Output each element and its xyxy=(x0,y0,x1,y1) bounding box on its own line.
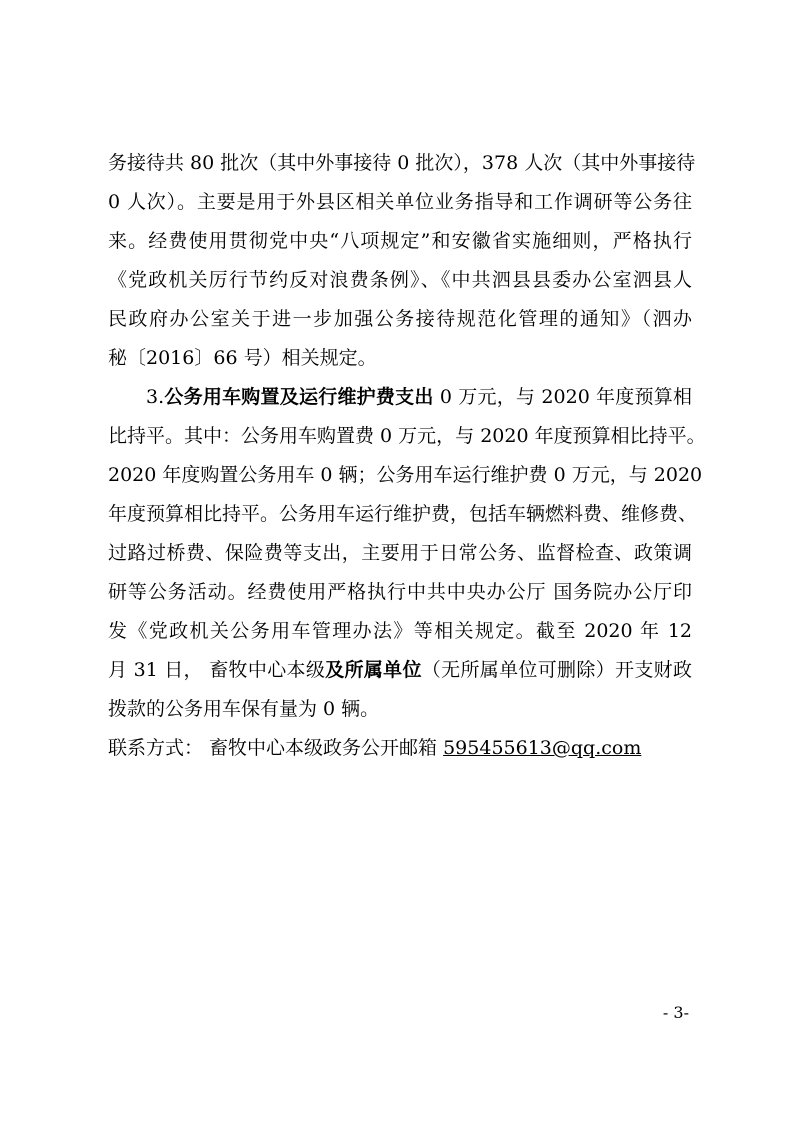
date-text: 月 31 日， 畜牧中心本级 xyxy=(108,659,326,681)
paragraph2-line-6: 研等公务活动。经费使用严格执行中共中央办公厅 国务院办公厅印 xyxy=(108,581,692,603)
paragraph2-line-7: 发《党政机关公务用车管理办法》等相关规定。截至 2020 年 12 xyxy=(108,620,692,642)
page-number: - 3- xyxy=(662,1003,689,1022)
paragraph1-line-2: 0 人次）。主要是用于外县区相关单位业务指导和工作调研等公务往 xyxy=(108,191,692,213)
paragraph2-line-9: 拨款的公务用车保有量为 0 辆。 xyxy=(108,698,380,720)
contact-line xyxy=(108,734,692,762)
paragraph1-line-4: 《党政机关厉行节约反对浪费条例》、《中共泗县县委办公室泗县人 xyxy=(108,269,692,291)
paragraph2-line-2: 比持平。其中：公务用车购置费 0 万元，与 2020 年度预算相比持平。 xyxy=(108,425,706,447)
section-heading-rest: 0 万元，与 2020 年度预算相 xyxy=(433,386,692,408)
contact-label: 联系方式： 畜牧中心本级政务公开邮箱 xyxy=(108,737,444,759)
section-number: 3. xyxy=(146,386,165,408)
paragraph1-line-1: 务接待共 80 批次（其中外事接待 0 批次），378 人次（其中外事接待 xyxy=(108,152,696,174)
paragraph1-line-5: 民政府办公室关于进一步加强公务接待规范化管理的通知》（泗办 xyxy=(108,308,692,330)
paragraph1-line-3: 来。经费使用贯彻党中央“八项规定”和安徽省实施细则，严格执行 xyxy=(108,230,692,252)
paragraph2-line-8 xyxy=(108,656,692,684)
paragraph2-line-4: 年度预算相比持平。公务用车运行维护费，包括车辆燃料费、维修费、 xyxy=(108,503,698,525)
paragraph2-line-5: 过路过桥费、保险费等支出，主要用于日常公务、监督检查、政策调 xyxy=(108,542,692,564)
paragraph2-line-1 xyxy=(146,383,692,411)
contact-email-link[interactable]: 595455613@qq.com xyxy=(443,737,642,759)
affiliated-units-bold: 及所属单位 xyxy=(325,659,422,681)
note-text: （无所属单位可删除）开支财政 xyxy=(421,659,692,681)
paragraph1-line-6: 秘〔2016〕66 号）相关规定。 xyxy=(108,347,377,369)
paragraph2-line-3: 2020 年度购置公务用车 0 辆；公务用车运行维护费 0 万元，与 2020 xyxy=(108,464,703,486)
section-heading: 公务用车购置及运行维护费支出 xyxy=(164,386,434,408)
